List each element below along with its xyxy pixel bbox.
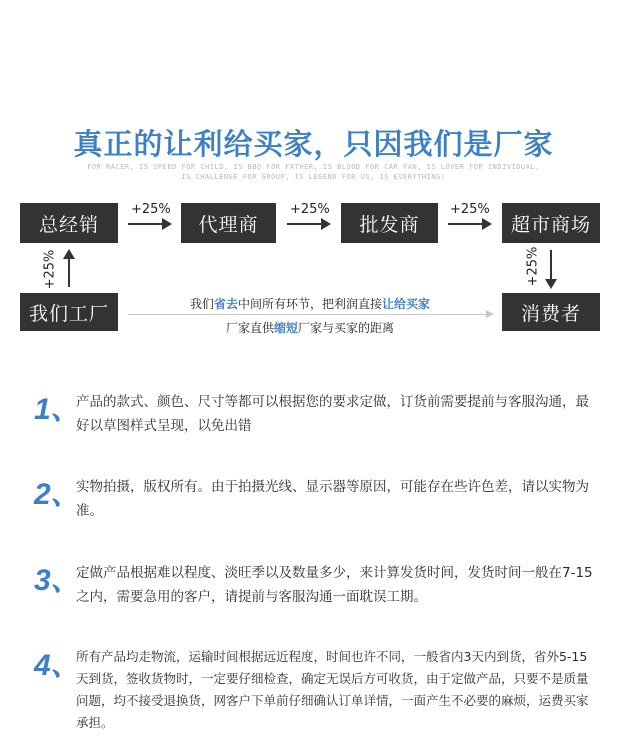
note-number: 2、 (34, 478, 81, 511)
middle-text: 我们 (189, 297, 214, 311)
note-text: 实物拍摄，版权所有。由于拍摄光线、显示器等原因，可能存在些许色差，请以实物为准。 (76, 479, 589, 519)
box-consumer: 消费者 (502, 293, 600, 331)
arrow-right-1 (128, 223, 170, 225)
subtitle-line-1: FOR RACER, IS SPEED FOR CHILD, IS BBQ FOR FATHER, IS BLOOD FOR CAR FAN, IS LOVER FOR INDIVIDUAL, (87, 163, 540, 171)
arrow-down-consumer (550, 250, 552, 281)
box-wholesaler: 批发商 (341, 203, 438, 243)
markup-label-factory: +25% (42, 249, 58, 290)
arrow-up-factory (68, 257, 70, 287)
markup-label-consumer: +25% (525, 246, 541, 287)
box-agent: 代理商 (181, 203, 276, 243)
note-number: 4、 (34, 649, 81, 682)
middle-text: 中间所有环节，把利润直接 (238, 297, 383, 311)
middle-caption-top (128, 295, 492, 312)
note-text: 产品的款式、颜色、尺寸等都可以根据您的要求定做，订货前需要提前与客服沟通，最好以草图样式呈现，以免出错 (76, 394, 589, 434)
note-number: 3、 (34, 564, 81, 597)
middle-highlight: 缩短 (273, 321, 298, 335)
middle-line-arrow (128, 314, 492, 315)
middle-caption-bottom (128, 319, 492, 336)
box-supermarket: 超市商场 (502, 203, 600, 243)
arrow-right-3 (448, 223, 490, 225)
middle-text: 厂家与买家的距离 (298, 321, 395, 335)
note-text: 所有产品均走物流，运输时间根据远近程度，时间也许不同，一般省内3天内到货，省外5-15天到货，签收货物时，一定要仔细检查，确定无误后方可收货，由于定做产品，只要不是质量问题，均不接受退换货，网客户下单前仔细确认订单详情，一面产生不必要的麻烦，运费买家承担。 (76, 649, 589, 730)
middle-highlight: 让给买家 (382, 297, 431, 311)
middle-highlight: 省去 (213, 297, 238, 311)
box-factory: 我们工厂 (20, 293, 118, 331)
markup-label-3: +25% (450, 202, 490, 217)
note-number: 1、 (34, 393, 81, 426)
box-distributor: 总经销 (20, 203, 118, 243)
page-headline: 真正的让利给买家，只因我们是厂家 (73, 127, 554, 161)
arrow-right-2 (287, 223, 329, 225)
markup-label-1: +25% (131, 202, 171, 217)
note-text: 定做产品根据难以程度、淡旺季以及数量多少，来计算发货时间，发货时间一般在7-15之内，需要急用的客户，请提前与客服沟通一面耽误工期。 (76, 565, 593, 605)
markup-label-2: +25% (290, 202, 330, 217)
middle-text: 厂家直供 (225, 321, 274, 335)
subtitle-line-2: IS CHALLENGE FOR GROUP, IS LEGEND FOR US, IS EVERYTHING! (181, 173, 446, 181)
